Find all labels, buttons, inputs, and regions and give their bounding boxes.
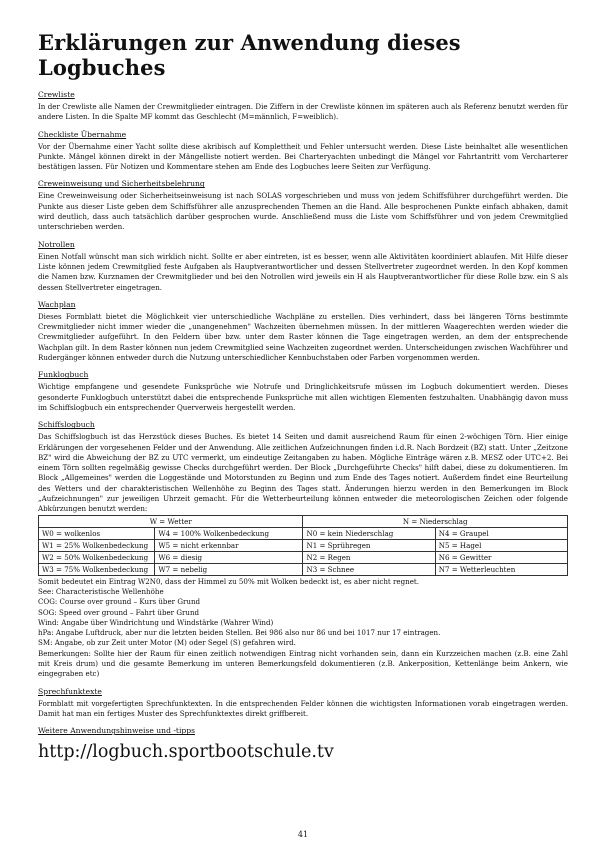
section-notrollen (38, 240, 568, 293)
table-cell: W1 = 25% Wolkenbedeckung (39, 539, 155, 551)
section-wachplan (38, 300, 568, 363)
weather-table (38, 515, 568, 576)
table-cell: W2 = 50% Wolkenbedeckung (39, 551, 155, 563)
page-title: Erklärungen zur Anwendung dieses Logbuches (38, 30, 461, 80)
table-row (39, 539, 568, 551)
section-text: Wichtige empfangene und gesendete Funksprüche wie Notrufe und Dringlichkeitsrufe müssen im Logbuch dokumentiert werden. Dieses gesonderte Funklogbuch unterstützt dabei die entsprechende Funksprüche mit allen wichtigen Elementen festzuhalten. Unabhängig davon muss im Schiffslogbuch ein entsprechender Querverweis hergestellt werden. (38, 382, 568, 412)
table-cell: N2 = Regen (303, 551, 435, 563)
section-text: Vor der Übernahme einer Yacht sollte diese akribisch auf Komplettheit und Fehler untersucht werden. Diese Liste beinhaltet alle wesentlichen Punkte. Mängel können direkt in der Mängelliste notiert werden. Bei Charteryachten unbedingt die Mängel vor Fahrtantritt vom Vercharterer bestätigen lassen. Für Notizen und Kommentare stehen am Ende des Logbuches leere Seiten zur Verfügung. (38, 141, 568, 172)
explanation-line: hPa: Angabe Luftdruck, aber nur die letzten beiden Stellen. Bei 986 also nur 86 und bei 1017 nur 17 eintragen. (38, 628, 441, 638)
explanation-list (38, 577, 568, 680)
section-text: In der Crewliste alle Namen der Crewmitglieder eintragen. Die Ziffern in der Crewliste können im späteren auch als Referenz benutzt werden für andere Listen. In die Spalte MF kommt das Geschlecht (M=männlich, F=weiblich). (38, 102, 568, 122)
section-heading: Checkliste Übernahme (38, 129, 127, 139)
more-tips-link[interactable]: Weitere Anwendungshinweise und -tipps (38, 726, 196, 736)
table-cell: W6 = diesig (155, 551, 303, 563)
table-cell: N0 = kein Niederschlag (303, 527, 435, 539)
section-heading: Funklogbuch (38, 370, 89, 380)
section-heading: Schiffslogbuch (38, 420, 95, 430)
explanation-line: COG: Course over ground – Kurs über Grund (38, 597, 201, 607)
section-checkliste (38, 130, 568, 173)
section-text: Formblatt mit vorgefertigten Sprechfunktexten. In die entsprechenden Felder können die wichtigsten Informationen vorab eingetragen werden. Damit hat man ein fertiges Muster des Sprechfunktextes direkt griffbereit. (38, 698, 568, 718)
table-row (39, 551, 568, 563)
section-schiffslogbuch (38, 420, 568, 514)
table-header: N = Niederschlag (303, 515, 568, 527)
table-row (39, 563, 568, 575)
table-cell: W5 = nicht erkennbar (155, 539, 303, 551)
section-heading: Creweinweisung und Sicherheitsbelehrung (38, 179, 205, 189)
table-cell: N4 = Graupel (435, 527, 567, 539)
explanation-line: Somit bedeutet ein Eintrag W2N0, dass der Himmel zu 50% mit Wolken bedeckt ist, es aber nicht regnet. (38, 576, 420, 586)
section-crewliste (38, 90, 568, 123)
page-number: 41 (297, 830, 309, 839)
section-heading: Wachplan (38, 299, 76, 309)
section-text: Dieses Formblatt bietet die Möglichkeit vier unterschiedliche Wachpläne zu erstellen. Dies verhindert, dass bei längeren Törns bestimmte Crewmitglieder nicht immer wieder die „unangenehmen" Wachzeiten übernehmen müssen. In der mittleren Waagerechten werden wieder die Crewmitglieder aufgeführt. In den Feldern über bzw. unter dem Raster können die Tage eingetragen werden, an dem der entsprechende Wachplan gilt. In dem Raster können nun jedem Crewmitglied seine Wachzeiten zugeordnet werden. Unterscheidungen zwischen Wachführer und Rudergänger können entweder durch die Nutzung unterschiedlicher Kennbuchstaben oder Farben vorgenommen werden. (38, 311, 568, 363)
table-cell: N6 = Gewitter (435, 551, 567, 563)
section-text: Einen Notfall wünscht man sich wirklich nicht. Sollte er aber eintreten, ist es besser, wenn alle Aktivitäten koordiniert ablaufen. Mit Hilfe dieser Liste können jedem Crewmitglied feste Aufgaben als Hauptverantwortlicher und dessen Stellvertreter zugeordnet werden. In den Kopf kommen die Namen bzw. Kurznamen der Crewmitglieder und bei den Notrollen wird jeweils ein H als Hauptverantwortlicher für diese Rolle bzw. ein S als dessen Stellvertreter eingetragen. (38, 251, 568, 292)
section-text: Das Schiffslogbuch ist das Herzstück dieses Buches. Es bietet 14 Seiten und damit ausreichend Raum für einen 2-wöchigen Törn. Hier einige Erklärungen der vorgesehenen Felder und der Anwendung. Alle zeitlichen Aufzeichnungen finden i.d.R. Nach Bordzeit (BZ) statt. Unter „Zeitzone BZ" wird die Abweichung der BZ zu UTC vermerkt, um eindeutige Zeitangaben zu haben. Mögliche Einträge wären z.B. MESZ oder UTC+2. Bei einem Törn sollten regelmäßig gewisse Checks durchgeführt werden. Der Block „Durchgeführte Checks" hilft dabei, diese zu dokumentieren. Im Block „Allgemeines" werden die Loggestände und Motorstunden zu Beginn und zum Ende des Tages notiert. Außerdem findet eine Beurteilung des Wetters und der charakteristischen Wellenhöhe zu Beginn des Tages statt. Änderungen hierzu werden in den Bemerkungen im Block „Aufzeichnungen" zur jeweiligen Uhrzeit gemacht. Für die Wetterbeurteilung können entweder die meteorologischen Zeichen oder folgende Abkürzungen benutzt werden: (38, 432, 568, 514)
table-cell: N7 = Wetterleuchten (435, 563, 567, 575)
table-cell: W3 = 75% Wolkenbedeckung (39, 563, 155, 575)
explanation-line: Wind: Angabe über Windrichtung und Windstärke (Wahrer Wind) (38, 617, 274, 627)
table-header-row (39, 515, 568, 527)
table-cell: N1 = Sprühregen (303, 539, 435, 551)
explanation-line: SOG: Speed over ground – Fahrt über Grund (38, 607, 200, 617)
table-row (39, 527, 568, 539)
section-heading: Crewliste (38, 90, 75, 99)
table-cell: W7 = nebelig (155, 563, 303, 575)
explanation-line: Bemerkungen: Sollte hier der Raum für einen zeitlich notwendigen Eintrag nicht vorhanden sein, dann ein Kurzzeichen machen (z.B. eine Zahl mit Kreis drum) und die gesamte Bemerkung im unteren Bemerkungsfeld dokumentieren (z.B. Ankerposition, Kettenlänge beim Ankern, wie eingegraben etc) (38, 648, 568, 679)
explanation-line: SM: Angabe, ob zur Zeit unter Motor (M) oder Segel (S) gefahren wird. (38, 638, 296, 648)
table-cell: N3 = Schnee (303, 563, 435, 575)
section-heading: Sprechfunktexte (38, 686, 102, 696)
explanation-line: See: Characteristische Wellenhöhe (38, 586, 164, 596)
section-heading: Notrollen (38, 239, 75, 249)
section-creweinweisung (38, 179, 568, 232)
website-url[interactable]: http://logbuch.sportbootschule.tv (38, 742, 334, 763)
section-sprechfunktexte (38, 687, 568, 720)
section-funklogbuch (38, 370, 568, 413)
table-cell: W4 = 100% Wolkenbedeckung (155, 527, 303, 539)
section-text: Eine Creweinweisung oder Sicherheitseinweisung ist nach SOLAS vorgeschrieben und muss von jedem Schiffsführer durchgeführt werden. Die Punkte aus dieser Liste geben dem Schiffsführer alle anzusprechenden Themen an die Hand. Alle besprochenen Punkte einfach abhaken, damit wird deutlich, dass auch tatsächlich darüber gesprochen wurde. Anschließend muss die Liste vom Schiffsführer und von jedem Crewmitglied unterschrieben werden. (38, 191, 568, 232)
table-cell: N5 = Hagel (435, 539, 567, 551)
table-header: W = Wetter (39, 515, 303, 527)
table-cell: W0 = wolkenlos (39, 527, 155, 539)
